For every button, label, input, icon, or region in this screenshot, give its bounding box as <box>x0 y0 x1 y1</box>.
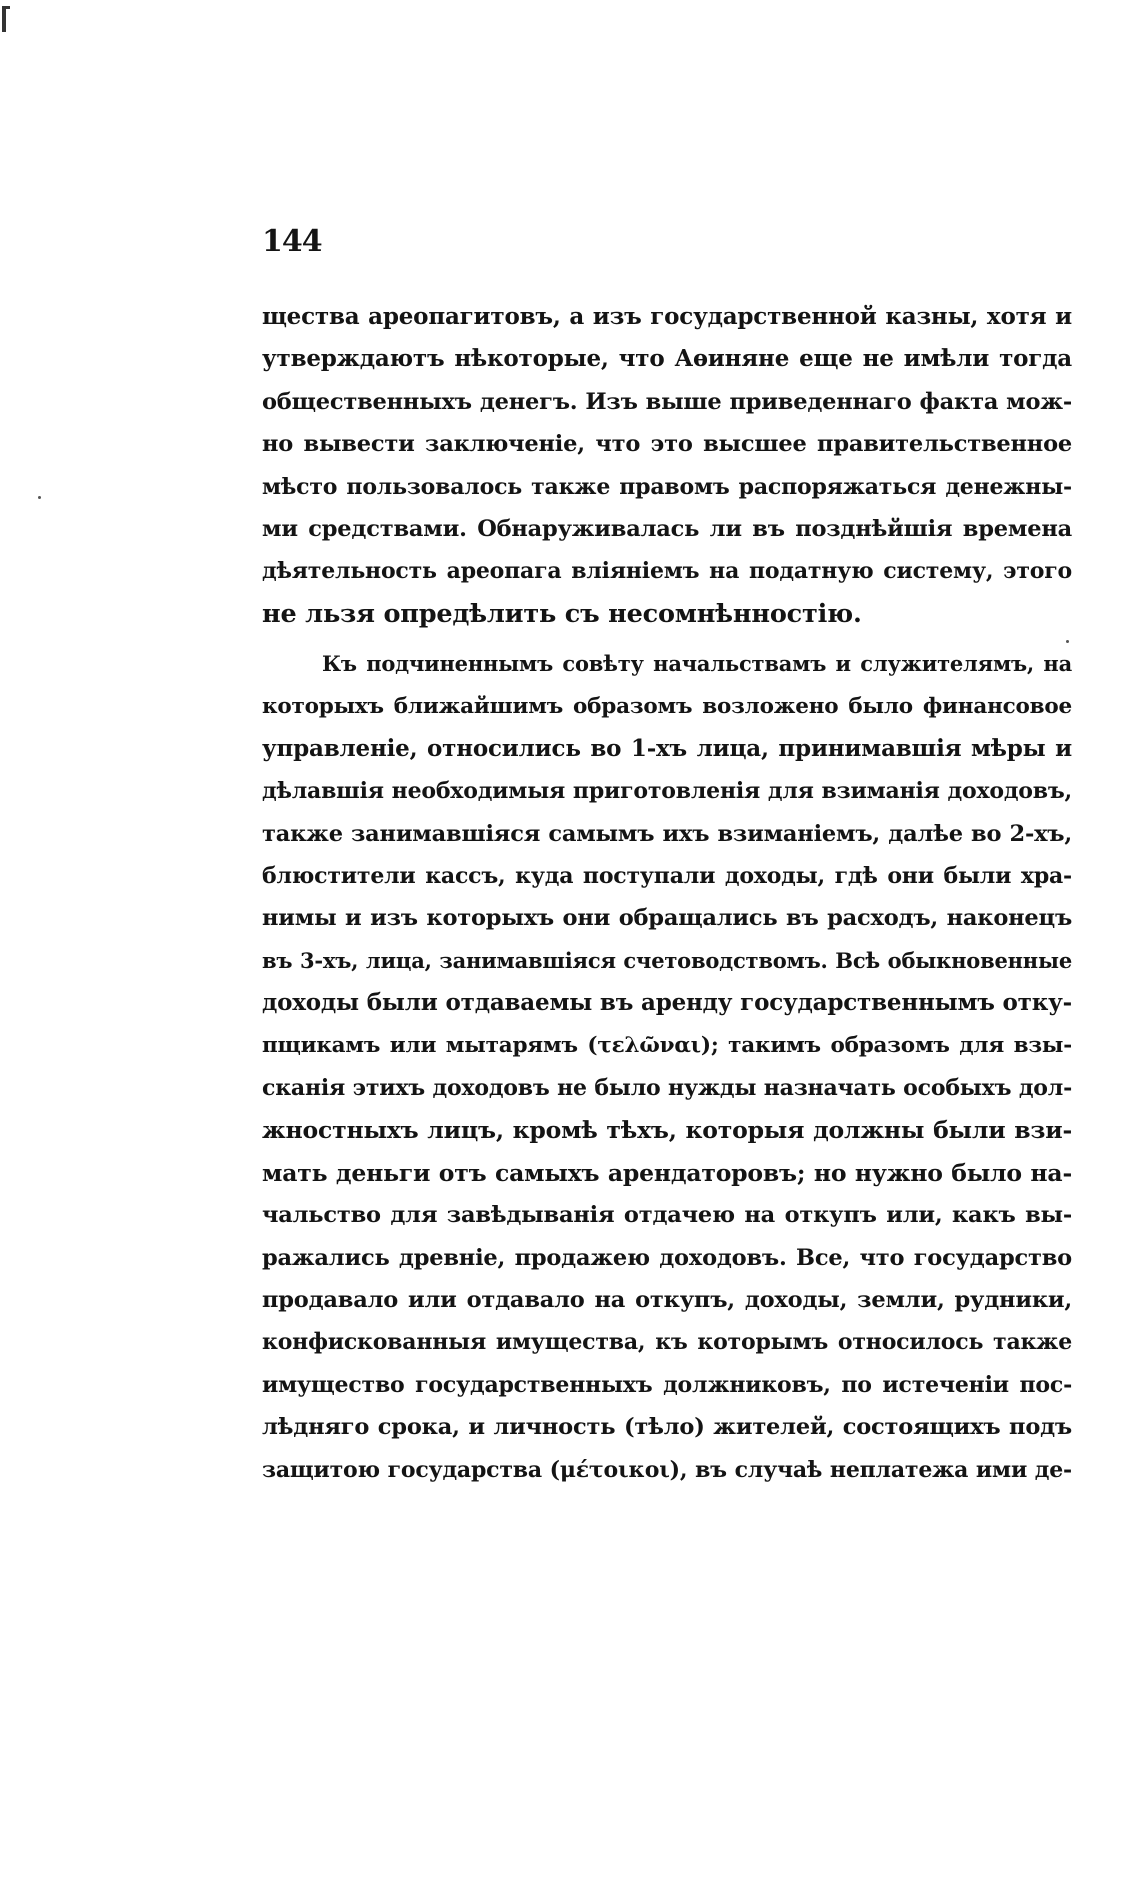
text-line: щества ареопагитовъ, а изъ государственной казны, хотя и <box>262 303 1072 330</box>
page-number: 144 <box>262 224 322 259</box>
text-line: мать деньги отъ самыхъ арендаторовъ; но нужно было на- <box>262 1158 1072 1187</box>
text-line: защитою государства (μέτοικοι), въ случаѣ неплатежа ими де- <box>262 1456 1072 1483</box>
text-line: Къ подчиненнымъ совѣту начальствамъ и служителямъ, на <box>322 651 1072 677</box>
text-line: лѣдняго срока, и личность (тѣло) жителей, состоящихъ подъ <box>262 1414 1072 1441</box>
text-line: управленіе, относились во 1-хъ лица, принимавшія мѣры и <box>262 734 1072 762</box>
text-line: также занимавшіяся самымъ ихъ взиманіемъ, далѣе во 2-хъ, <box>262 820 1072 847</box>
paragraph-2 <box>262 643 1072 1491</box>
text-line: мѣсто пользовалось также правомъ распоряжаться денежны- <box>262 473 1072 500</box>
text-line: нимы и изъ которыхъ они обращались въ расходъ, наконецъ <box>262 905 1072 932</box>
text-line: въ 3-хъ, лица, занимавшіяся счетоводствомъ. Всѣ обыкновенные <box>262 947 1072 973</box>
text-line: утверждаютъ нѣкоторые, что Аѳиняне еще не имѣли тогда <box>262 345 1072 373</box>
text-line: доходы были отдаваемы въ аренду государственнымъ отку- <box>262 989 1072 1017</box>
text-line: ми средствами. Обнаруживалась ли въ позднѣйшія времена <box>262 515 1072 542</box>
text-line: ражались древніе, продажею доходовъ. Все, что государство <box>262 1244 1072 1271</box>
text-line: не льзя опредѣлить съ несомнѣнностію. <box>262 598 862 629</box>
scan-edge-mark <box>2 6 6 32</box>
text-line: чальство для завѣдыванія отдачею на откупъ или, какъ вы- <box>262 1202 1072 1229</box>
text-line: конфискованныя имущества, къ которымъ относилось также <box>262 1329 1072 1356</box>
text-line: которыхъ ближайшимъ образомъ возложено было финансовое <box>262 693 1072 719</box>
text-line: сканія этихъ доходовъ не было нужды назначать особыхъ дол- <box>262 1075 1072 1102</box>
scan-speck <box>38 496 41 499</box>
text-line: дѣлавшія необходимыя приготовленія для взиманія доходовъ, <box>262 778 1072 805</box>
text-block <box>262 296 1072 1491</box>
text-line: общественныхъ денегъ. Изъ выше приведеннаго факта мож- <box>262 388 1072 415</box>
text-line: но вывести заключеніе, что это высшее правительственное <box>262 431 1072 458</box>
paragraph-1 <box>262 296 1072 635</box>
text-line: дѣятельность ареопага вліяніемъ на податную систему, этого <box>262 558 1072 585</box>
text-line: продавало или отдавало на откупъ, доходы, земли, рудники, <box>262 1286 1072 1313</box>
text-line: пщикамъ или мытарямъ (τελῶναι); такимъ образомъ для взы- <box>262 1032 1072 1058</box>
text-line: имущество государственныхъ должниковъ, по истеченіи пос- <box>262 1371 1072 1398</box>
text-line: блюстители кассъ, куда поступали доходы, гдѣ они были хра- <box>262 863 1072 890</box>
text-line: жностныхъ лицъ, кромѣ тѣхъ, которыя должны были взи- <box>262 1116 1072 1145</box>
